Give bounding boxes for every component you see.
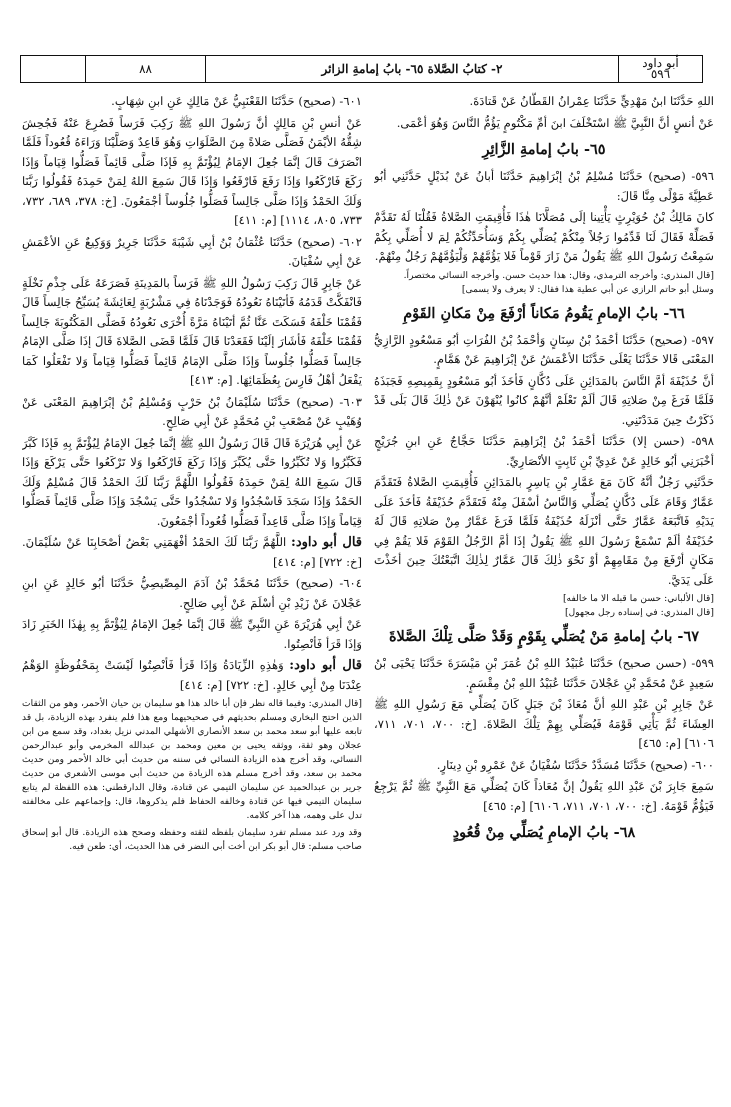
footnote-604: [قال المنذري: وفيما قاله نظر فإن أبا خالد هذا هو سليمان بن حيان الأحمر، وهو من الثقات الذين احتج البخاري ومسلم بحديثهم في صحيحيهما ومع هذا فلم ينفرد بهذه الزيادة، بل قد تابعه عليها أبو سعد محمد بن سعد الأنصاري الأشهلي المدني نزيل بغداد، وقد سمع من ابن عجلان وهو ثقة، ووثقه يحيى بن معين ومحمد بن عبدالله المخرمي وأبو عبدالرحمن النسائي، وقد أخرج هذه الزيادة النسائي في سننه من حديث أبي خالد الأحمر ومن حديث محمد بن سعد، وقد أخرج مسلم هذه الزيادة من حديث أبي موسى الأشعري من حديث جرير بن عبدالحميد عن سليمان التيمي عن قتادة، وقال الدارقطني: هذه اللفظة لم يتابع سليمان التيمي فيها عن قتادة وخالفه الحفاظ فلم يذكروها، قال: وإجماعهم على مخالفته تدل على وهمه، هذا آخر كلامه. xyxy=(22,698,362,821)
chapter-title-67: ٦٧- بابُ إمامةِ مَنْ يُصَلِّي بِقَوْمٍ وَقَدْ صَلَّى تِلْكَ الصَّلاةَ xyxy=(388,628,700,645)
chapter-title-66: ٦٦- بابُ الإمامِ يَقُومُ مَكاناً أرْفَعَ مِنْ مَكانِ القَوْمِ xyxy=(403,304,685,322)
hadith-598-text: حَدَّثَنِي رَجُلٌ أنَّهُ كَانَ مَعَ عَمَّارِ بْنِ يَاسِرٍ بالمَدَائِنِ فَأُقِيمَتِ الصَّلاةُ فَتَقَدَّمَ عَمَّارٌ وَقَامَ عَلَى دُكَّانٍ يُصَلِّي وَالنَّاسُ أسْفَلَ مِنْهُ فَتَقَدَّمَ حُذَيْفَةُ فَأخَذَ عَلَى يَدَيْهِ فَاتَّبَعَهُ عَمَّارٌ حَتَّى أنْزَلَهُ حُذَيْفَةُ فَلَمَّا فَرَغَ عَمَّارٌ مِنْ صَلاتِهِ قَالَ لَهُ حُذَيْفَةُ ألَمْ تَسْمَعْ رَسُولَ اللهِ ﷺ يَقُولُ إذَا أمَّ الرَّجُلُ القَوْمَ فَلا يَقُمْ فِي مَكَانٍ أرْفَعَ مِنْ مَقَامِهِمْ أوْ نَحْوَ ذٰلِكَ قَالَ عَمَّارٌ لِذٰلِكَ اتَّبَعْتُكَ حِينَ أخَذْتَ عَلَى يَدَيَّ. xyxy=(374,475,714,587)
hadith-597-text: أنَّ حُذَيْفَةَ أمَّ النَّاسَ بالمَدَائِنِ عَلَى دُكَّانٍ فَأخَذَ أبُو مَسْعُودٍ بِقَمِيصِهِ فَجَبَذَهُ فَلَمَّا فَرَغَ مِنْ صَلاتِهِ قَالَ ألَمْ تَعْلَمْ أنَّهُمْ كانُوا يُنْهَوْنَ عَنْ ذٰلِكَ قَالَ بَلَى قَدْ ذَكَرْتُ حِينَ مَدَدْتَنِي. xyxy=(374,373,714,427)
footnote-604-continued: وقد ورد عند مسلم تفرد سليمان بلفظه لثقته وحفظه وصحح هذه الزيادة. قال أبو إسحاق صاحب مسلم: قال أبو بكر ابن أخت أبي النضر في هذا الحديث، أي: طعن فيه. xyxy=(22,827,362,852)
hadith-598-chain: ٥٩٨- (حسن إلا) حَدَّثَنَا أحْمَدُ بْنُ إبْرَاهِيمَ حَدَّثَنَا حَجَّاجٌ عَنِ ابنِ جُرَيْجٍ أخْبَرَنِي أبُو خَالِدٍ عَنْ عَدِيِّ بْنِ ثَابِتٍ الأنْصَارِيِّ. xyxy=(374,434,714,468)
hadith-604-text: عَنْ أبِي هُرَيْرَةَ عَنِ النَّبِيِّ ﷺ قَالَ إنَّمَا جُعِلَ الإمَامُ لِيُؤْتَمَّ بِهِ بِهٰذَا الخَبَرِ زَادَ وَإذَا قَرَأ فَأنْصِتُوا. xyxy=(22,617,362,651)
footnote-line: وسئل أبو حاتم الرازي عن أبي عطية هذا فقال: لا يعرف ولا يسمى] xyxy=(461,283,714,295)
header-reference xyxy=(618,56,702,82)
abu-dawud-text: وَهٰذِهِ الزِّيَادَةُ وَإذَا قَرَأ فَأنْصِتُوا لَيْسَتْ بِمَحْفُوظَةٍ الوَهْمُ عِنْدَنَا مِنْ أبِي خَالِدٍ. [خ: ٧٢٢] [م: ٤١٤] xyxy=(22,658,362,692)
hadith-text: عَنْ أنسٍ أنَّ النَّبِيَّ ﷺ اسْتَخْلَفَ ابنَ أمِّ مَكْتُومٍ يَؤُمُّ النَّاسَ وَهُوَ أعْمَى. xyxy=(396,115,714,130)
hadith-601-chain: ٦٠١- (صحيح) حَدَّثَنَا القَعْنَبِيُّ عَنْ مَالِكٍ عَنِ ابنِ شِهَابٍ. xyxy=(111,94,362,108)
hadith-600-text: سَمِعَ جَابِرَ بْنَ عَبْدِ اللهِ يَقُولُ إنَّ مُعَاذاً كَانَ يُصَلِّي مَعَ النَّبِيِّ ﷺ ثُمَّ يَرْجِعُ فَيَؤُمُّ قَوْمَهُ. [خ: ٧٠٠، ٧٠١، ٧١١، ٦١٠٦] [م: ٤٦٥] xyxy=(374,779,714,813)
footnote-598 xyxy=(374,592,714,620)
page-header xyxy=(20,55,703,83)
hadith-596-text: كانَ مَالِكُ بْنُ حُوَيْرِثٍ يَأْتِينا إلَى مُصَلَّانَا هٰذَا فَأُقِيمَتِ الصَّلاةُ فَقُلْنَا لَهُ تَقَدَّمْ فَصَلِّهْ فَقَالَ لَنَا قَدِّمُوا رَجُلاً مِنْكُمْ يُصَلِّي بِكُمْ وَسَأُحَدِّثُكُمْ لِمَ لا أُصَلِّي بِكُمْ سَمِعْتُ رَسُولَ اللهِ ﷺ يَقُولُ مَنْ زَارَ قَوْماً فَلا يَؤُمَّهُمْ وَلْيَؤُمَّهُمْ رَجُلٌ مِنْهُمْ. xyxy=(374,210,714,263)
page-number: ٨٨ xyxy=(85,56,205,82)
abu-dawud-text: اللَّهُمَّ رَبَّنَا لَكَ الحَمْدُ أفْهَمَنِي بَعْضُ أصْحَابِنَا عَنْ سُلَيْمَانَ. [خ: ٧٢٢] [م: ٤١٤] xyxy=(22,535,362,569)
hadith-597-chain: ٥٩٧- (صحيح) حَدَّثَنَا أحْمَدُ بْنُ سِنَانٍ وَأحْمَدُ بْنُ الفُرَاتِ أبُو مَسْعُودٍ الرَّازِيُّ المَعْنَى قَالا حَدَّثَنَا يَعْلَى حَدَّثَنَا الأعْمَشُ عَنْ إبْرَاهِيمَ عَنْ هَمَّامٍ. xyxy=(374,332,714,366)
hadith-602-text: عَنْ جَابِرٍ قَالَ رَكِبَ رَسُولُ اللهِ ﷺ فَرَساً بالمَدِينَةِ فَصَرَعَهُ عَلَى جِذْمِ نَخْلَةٍ فَانْفَكَّتْ قَدَمُهُ فَأتَيْنَاهُ نَعُودُهُ فَوَجَدْنَاهُ فِي مَشْرُبَةٍ لِعَائِشَةَ يُسَبِّحُ جَالِساً قَالَ فَقُمْنَا خَلْفَهُ فَسَكَتَ عَنَّا ثُمَّ أتَيْنَاهُ مَرَّةً أُخْرَى نَعُودُهُ فَصَلَّى المَكْتُوبَةَ جَالِساً فَقُمْنَا خَلْفَهُ فَأشَارَ إلَيْنَا فَقَعَدْنَا قَالَ فَلَمَّا قَضَى الصَّلاةَ قَالَ إذَا صَلَّى الإمَامُ جَالِساً فَصَلُّوا جُلُوساً وَإذَا صَلَّى الإمَامُ قَائِماً فَصَلُّوا قِيَاماً وَلا تَفْعَلُوا كَمَا يَفْعَلُ أهْلُ فَارِسَ بِعُظَمَائِهَا. [م: ٤١٣] xyxy=(22,275,362,387)
chapter-title-68: ٦٨- بابُ الإمامِ يُصَلِّي مِنْ قُعُودٍ xyxy=(452,824,636,841)
chapter-title-65: ٦٥- بابُ إمامةِ الزَّائِرِ xyxy=(482,141,606,158)
hadith-599-chain: ٥٩٩- (حسن صحيح) حَدَّثَنَا عُبَيْدُ اللهِ بْنُ عُمَرَ بْنِ مَيْسَرَةَ حَدَّثَنَا يَحْيَى بْنُ سَعِيدٍ عَنْ مُحَمَّدِ بْنِ عَجْلانَ حَدَّثَنَا عُبَيْدُ اللهِ بْنُ مِقْسَمٍ. xyxy=(374,656,714,690)
hadith-603-chain: ٦٠٣- (صحيح) حَدَّثَنَا سُلَيْمَانُ بْنُ حَرْبٍ وَمُسْلِمُ بْنُ إبْرَاهِيمَ المَعْنَى عَنْ وُهَيْبٍ عَنْ مُصْعَبِ بْنِ مُحَمَّدٍ عَنْ أبِي صَالِحٍ. xyxy=(22,394,362,428)
header-ref-number: ٥٩٦ xyxy=(650,67,671,81)
hadith-602-chain: ٦٠٢- (صحيح) حَدَّثَنَا عُثْمَانُ بْنُ أبِي شَيْبَةَ حَدَّثَنَا جَرِيرٌ وَوَكِيعٌ عَنِ الأعْمَشِ عَنْ أبِي سُفْيَانَ. xyxy=(22,234,362,268)
hadith-601-text: عَنْ أنسِ بْنِ مَالِكٍ أنَّ رَسُولَ اللهِ ﷺ رَكِبَ فَرَساً فَصُرِعَ عَنْهُ فَجُحِشَ شِقُّهُ الأيْمَنُ فَصَلَّى صَلاةً مِنَ الصَّلَوَاتِ وَهُوَ قَاعِدٌ وَصَلَّيْنَا وَرَاءَهُ قُعُوداً فَلَمَّا انْصَرَفَ قَالَ إنَّمَا جُعِلَ الإمَامُ لِيُؤْتَمَّ بِهِ فَإذَا صَلَّى قَائِماً فَصَلُّوا قِيَاماً وَإذَا رَكَعَ فَارْكَعُوا وَإذَا رَفَعَ فَارْفَعُوا وَإذَا قَالَ سَمِعَ اللهُ لِمَنْ حَمِدَهُ فَقُولُوا رَبَّنَا وَلَكَ الحَمْدُ وَإذَا صَلَّى جَالِساً فَصَلُّوا جُلُوساً أجْمَعُونَ. [خ: ٣٧٨، ٦٨٩، ٧٣٢، ٧٣٣، ٨٠٥، ١١١٤] [م: ٤١١] xyxy=(22,115,362,227)
hadith-596-chain: ٥٩٦- (صحيح) حَدَّثَنَا مُسْلِمُ بْنُ إبْرَاهِيمَ حَدَّثَنَا أبانُ عَنْ بُدَيْلٍ حَدَّثَنِي أبُو عَطِيَّةَ مَوْلًى مِنَّا قَالَ: xyxy=(374,169,714,203)
hadith-text: اللهِ حَدَّثَنَا ابنُ مَهْدِيٍّ حَدَّثَنَا عِمْرانُ القَطَّانُ عَنْ قَتادَةَ. xyxy=(469,94,714,108)
hadith-600-chain: ٦٠٠- (صحيح) حَدَّثَنَا مُسَدَّدٌ حَدَّثَنَا سُفْيَانُ عَنْ عَمْرِو بْنِ دِينَارٍ. xyxy=(436,757,714,772)
footnote-596 xyxy=(374,269,714,297)
header-ref-book: أبو داود xyxy=(642,56,679,70)
right-column xyxy=(374,92,714,1102)
abu-dawud-comment xyxy=(22,533,362,572)
header-title: ٢- كتابُ الصَّلاة ٦٥- بابُ إمامةِ الزائر xyxy=(205,56,618,82)
hadith-599-text: عَنْ جَابِرِ بْنِ عَبْدِ اللهِ أنَّ مُعَاذَ بْنَ جَبَلٍ كَانَ يُصَلِّي مَعَ رَسُولِ اللهِ ﷺ العِشَاءَ ثُمَّ يَأْتِي قَوْمَهُ فَيُصَلِّي بِهِمْ تِلْكَ الصَّلاةَ. [خ: ٧٠٠، ٧٠١، ٧١١، ٦١٠٦] [م: ٤٦٥] xyxy=(374,697,714,750)
hadith-604-chain: ٦٠٤- (صحيح) حَدَّثَنَا مُحَمَّدُ بْنُ آدَمَ المِصِّيصِيُّ حَدَّثَنَا أبُو خَالِدٍ عَنِ ابنِ عَجْلانَ عَنْ زَيْدِ بْنِ أسْلَمَ عَنْ أبِي صَالِحٍ. xyxy=(22,576,362,610)
footnote-line: [قال الألباني: حسن ما قبله الا ما خالفه] xyxy=(562,593,714,604)
left-column xyxy=(22,92,362,1102)
header-blank-cell xyxy=(21,56,85,82)
abu-dawud-comment xyxy=(22,656,362,695)
hadith-603-text: عَنْ أبِي هُرَيْرَةَ قَالَ قَالَ رَسُولُ اللهِ ﷺ إنَّمَا جُعِلَ الإمَامُ لِيُؤْتَمَّ بِهِ فَإذَا كَبَّرَ فَكَبِّرُوا وَلا تُكَبِّرُوا حَتَّى يُكَبِّرَ وَإذَا رَكَعَ فَارْكَعُوا وَلا تَرْكَعُوا حَتَّى يَرْكَعَ وَإذَا قَالَ سَمِعَ اللهُ لِمَنْ حَمِدَهُ فَقُولُوا اللَّهُمَّ رَبَّنَا لَكَ الحَمْدُ قَالَ مُسْلِمٌ وَلَكَ الحَمْدُ وَإذَا سَجَدَ فَاسْجُدُوا وَلا تَسْجُدُوا حَتَّى يَسْجُدَ وَإذَا صَلَّى قَائِماً فَصَلُّوا قِيَاماً وَإذَا صَلَّى قَاعِداً فَصَلُّوا قُعُوداً أجْمَعُونَ. xyxy=(22,435,362,528)
abu-dawud-label: قال أبو داود: xyxy=(289,658,362,673)
footnote-line: [قال المنذري: في إسناده رجل مجهول] xyxy=(565,607,714,618)
abu-dawud-label: قال أبو داود: xyxy=(291,535,362,550)
footnote-line: [قال المنذري: وأخرجه الترمذي، وقال: هذا حديث حسن. وأخرجه النسائي مختصراً. xyxy=(403,269,714,281)
